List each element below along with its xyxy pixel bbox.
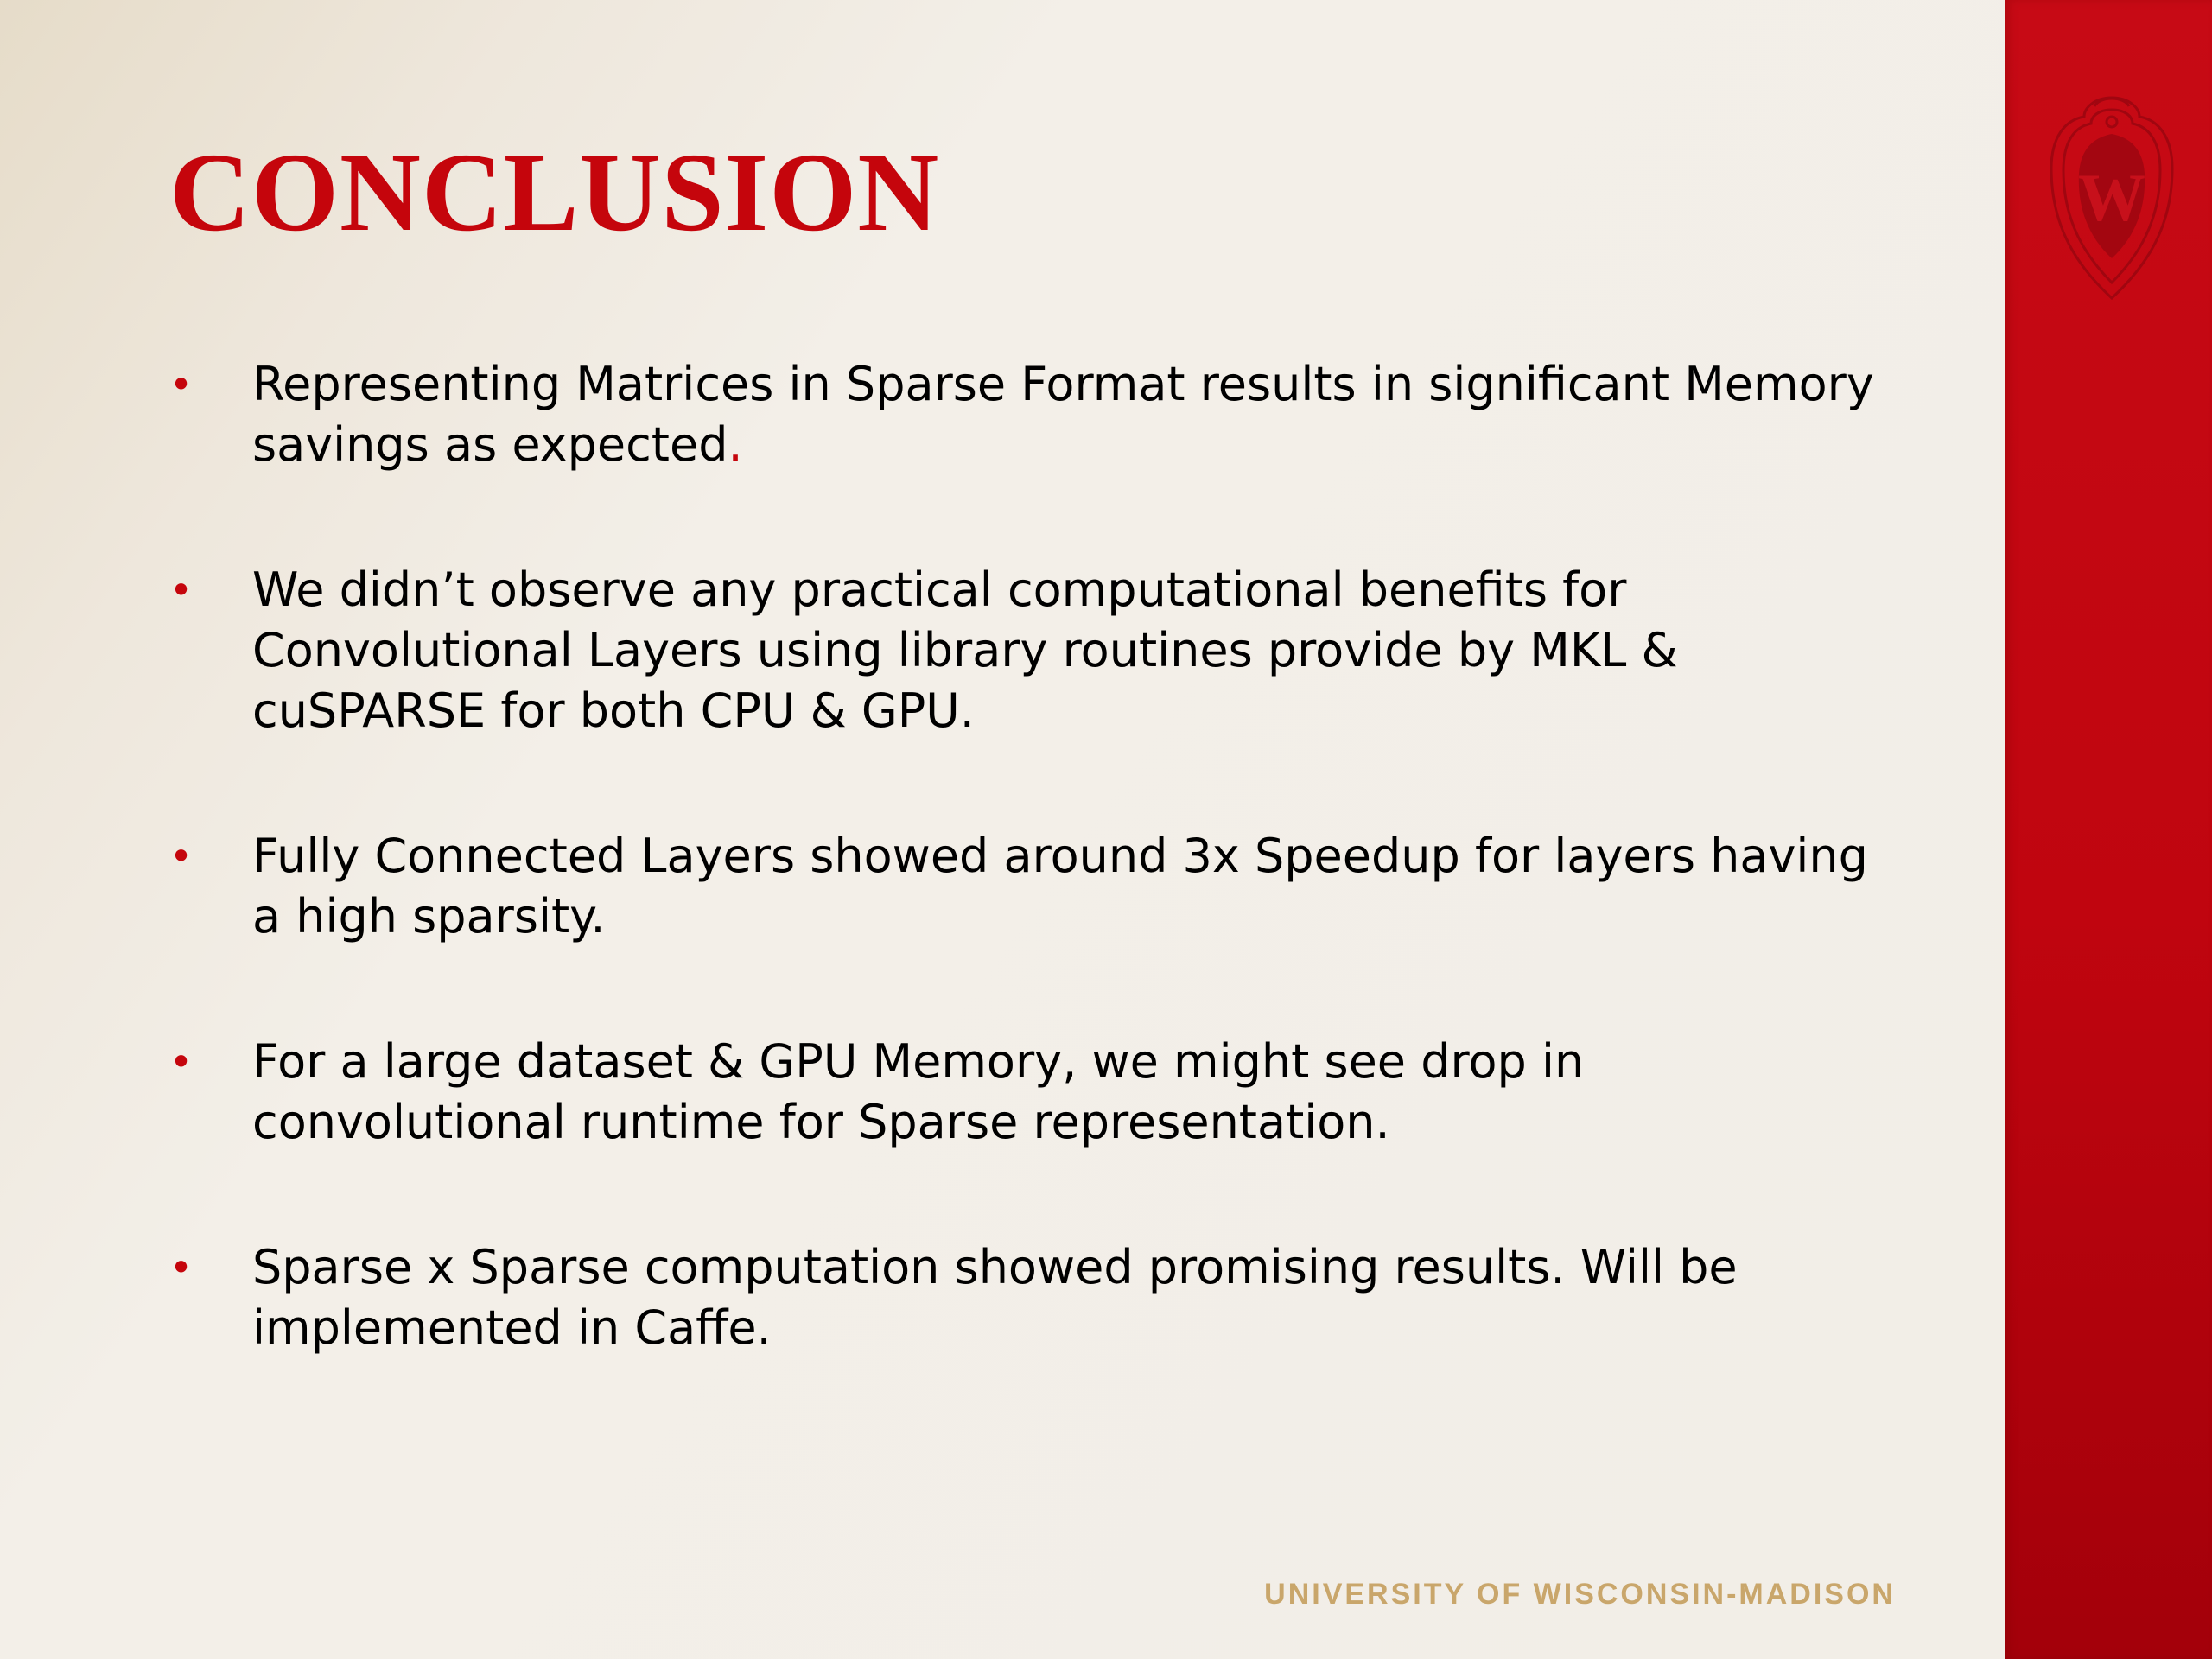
bullet-dot-icon: • bbox=[169, 1244, 194, 1291]
uw-crest-icon bbox=[2043, 91, 2181, 307]
bullet-item bbox=[169, 1237, 1897, 1358]
bullet-dot-icon: • bbox=[169, 361, 194, 408]
bullet-item bbox=[169, 1032, 1897, 1153]
bullet-list bbox=[169, 354, 1897, 1443]
bullet-text: For a large dataset & GPU Memory, we might see drop in convolutional runtime for Sparse representation. bbox=[252, 1034, 1585, 1149]
bullet-dot-icon: • bbox=[169, 1039, 194, 1085]
bullet-item bbox=[169, 826, 1897, 947]
bullet-text: Fully Connected Layers showed around 3x Speedup for layers having a high sparsity. bbox=[252, 829, 1868, 944]
bullet-trailing-period: . bbox=[728, 417, 743, 472]
bullet-text: Sparse x Sparse computation showed promising results. Will be implemented in Caffe. bbox=[252, 1240, 1738, 1355]
university-footer: UNIVERSITY OF WISCONSIN-MADISON bbox=[1264, 1578, 1896, 1611]
bullet-dot-icon: • bbox=[169, 567, 194, 613]
bullet-text: Representing Matrices in Sparse Format results in significant Memory savings as expected bbox=[252, 357, 1874, 472]
bullet-item bbox=[169, 354, 1897, 475]
bullet-item bbox=[169, 560, 1897, 741]
crest-letter: W bbox=[2078, 160, 2145, 235]
bullet-text: We didn’t observe any practical computational benefits for Convolutional Layers using library routines provide by MKL & cuSPARSE for both CPU & GPU. bbox=[252, 563, 1678, 738]
slide-title: CONCLUSION bbox=[169, 130, 940, 255]
bullet-dot-icon: • bbox=[169, 833, 194, 880]
